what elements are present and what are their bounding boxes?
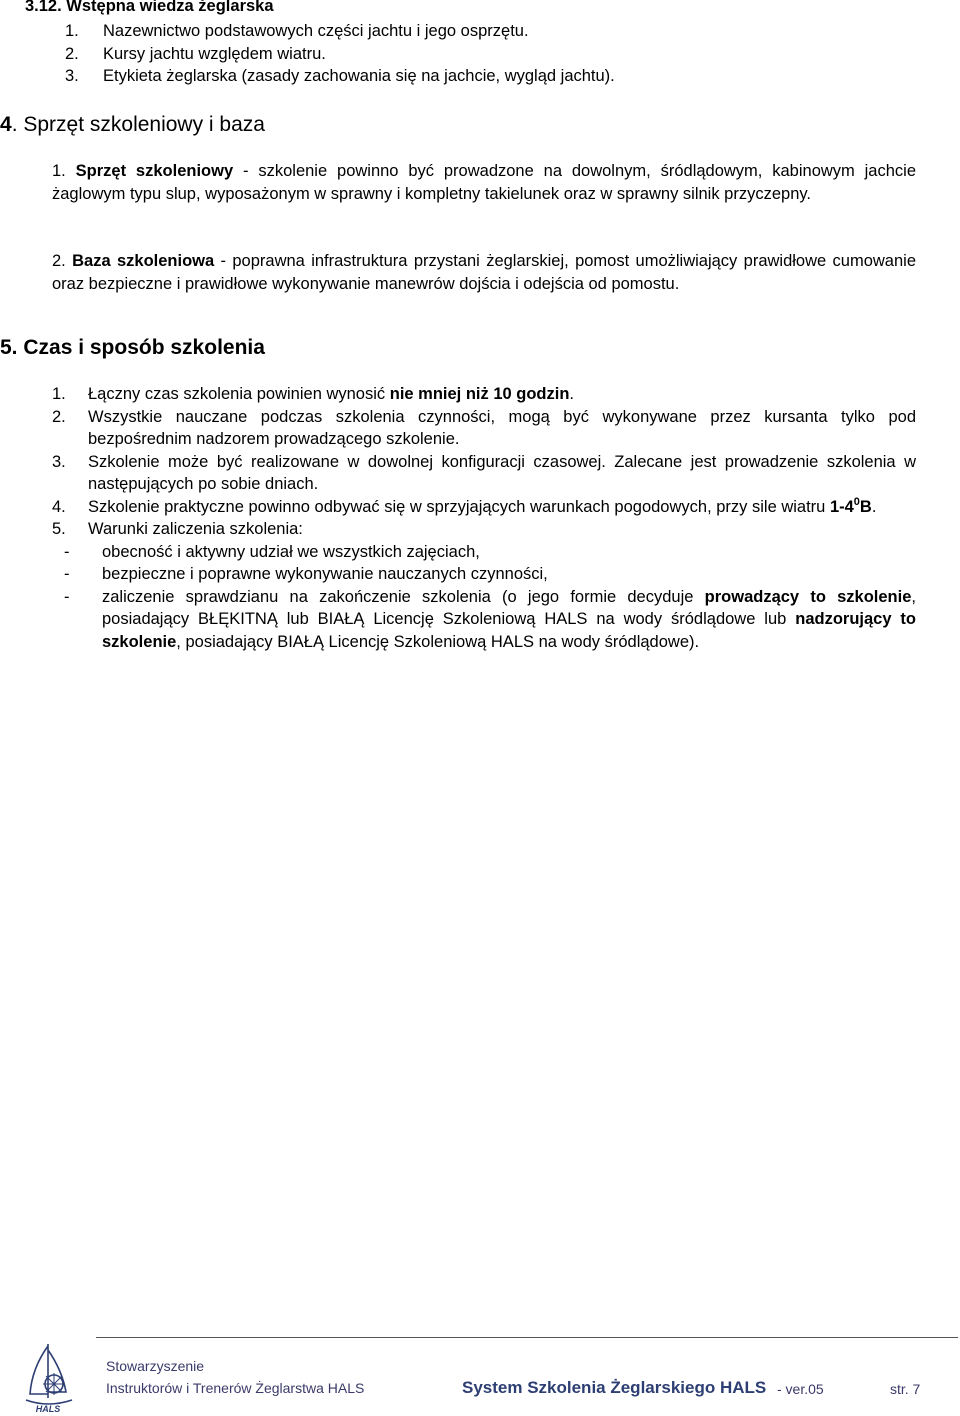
dash-marker: -	[64, 565, 70, 583]
list-item-number: 3.	[65, 67, 79, 85]
section-3-12-title: 3.12. Wstępna wiedza żeglarska	[25, 0, 274, 15]
dash-item	[64, 541, 916, 564]
text-run: Łączny czas szkolenia powinien wynosić	[88, 385, 390, 403]
section-4-paragraph-2	[52, 250, 916, 295]
paragraph-number: 2.	[52, 252, 66, 270]
dash-item-text	[102, 586, 916, 654]
paragraph-bold-term: Sprzęt szkoleniowy	[75, 162, 234, 180]
footer-organization-line-2: Instruktorów i Trenerów Żeglarstwa HALS	[106, 1380, 365, 1396]
dash-marker: -	[64, 542, 70, 561]
section-4-number: 4	[0, 113, 12, 136]
paragraph-text: - szkolenie powinno być prowadzone na dowolnym, śródlądowym, kabinowym jachcie żaglowym typu slup, wyposażonym w sprawny i kompletny takielunek oraz w sprawny silnik przyczepny.	[52, 162, 917, 203]
paragraph-text: - poprawna infrastruktura przystani żeglarskiej, pomost umożliwiający prawidłowe cumowanie oraz bezpieczne i prawidłowe wykonywanie manewrów dojścia i odejścia od pomostu.	[52, 252, 916, 293]
list-item	[65, 65, 615, 88]
superscript: 0	[853, 495, 860, 508]
text-run: .	[569, 385, 575, 403]
list-item-text: Warunki zaliczenia szkolenia:	[88, 520, 303, 538]
list-item	[52, 451, 916, 496]
bold-run: nadzorujący to szkolenie	[102, 610, 916, 651]
bold-run: nie mniej niż 10 godzin	[389, 385, 570, 403]
dash-item	[64, 563, 916, 586]
section-4-paragraph-1	[52, 160, 916, 205]
list-item-number: 2.	[65, 44, 79, 63]
hals-logo-icon	[20, 1340, 76, 1416]
list-item-number: 3.	[52, 452, 66, 471]
paragraph-bold-term: Baza szkoleniowa	[72, 252, 215, 270]
list-item-text: Kursy jachtu względem wiatru.	[103, 44, 326, 63]
paragraph-number: 1.	[52, 162, 66, 180]
list-item-text	[88, 496, 916, 519]
list-item-number: 1.	[65, 22, 79, 40]
list-item-number: 5.	[52, 520, 66, 538]
text-run: Szkolenie praktyczne powinno odbywać się w sprzyjających warunkach pogodowych, przy sile wiatru	[88, 497, 830, 516]
list-item	[65, 43, 615, 66]
list-item-number: 4.	[52, 497, 66, 516]
list-item	[52, 406, 916, 451]
list-item-text: Etykieta żeglarska (zasady zachowania się na jachcie, wygląd jachtu).	[103, 67, 615, 85]
list-item-number: 2.	[52, 407, 66, 426]
footer-organization-line-1: Stowarzyszenie	[106, 1358, 205, 1374]
list-item-text	[88, 383, 916, 406]
dash-item-text: bezpieczne i poprawne wykonywanie nauczanych czynności,	[102, 565, 548, 583]
section-3-12-list	[65, 20, 615, 88]
text-run: , posiadający BŁĘKITNĄ lub BIAŁĄ Licencję Szkoleniową HALS na wody śródlądowe lub	[102, 587, 916, 628]
section-4-title: . Sprzęt szkoleniowy i baza	[11, 113, 265, 136]
text-run: .	[871, 497, 877, 516]
text-run: zaliczenie sprawdzianu na zakończenie szkolenia (o jego formie decyduje	[102, 587, 705, 606]
footer-page-number: str. 7	[890, 1381, 921, 1397]
footer-system-name: System Szkolenia Żeglarskiego HALS	[462, 1378, 767, 1397]
list-item	[52, 496, 916, 519]
bold-run: B	[859, 497, 872, 516]
list-item	[52, 383, 916, 406]
dash-marker: -	[64, 587, 70, 606]
section-5-list	[52, 383, 916, 653]
dash-item	[64, 586, 916, 654]
list-item	[65, 20, 615, 43]
section-5-heading: 5. Czas i sposób szkolenia	[0, 336, 265, 359]
list-item	[52, 518, 916, 541]
footer-version: - ver.05	[777, 1381, 824, 1397]
footer-divider	[96, 1337, 958, 1338]
text-run: , posiadający BIAŁĄ Licencję Szkoleniową HALS na wody śródlądowe).	[176, 632, 700, 651]
svg-text:HALS: HALS	[35, 1404, 61, 1414]
conditions-list	[64, 541, 916, 654]
bold-run: prowadzący to szkolenie	[704, 587, 912, 606]
list-item-number: 1.	[52, 385, 66, 403]
list-item-text: Nazewnictwo podstawowych części jachtu i jego osprzętu.	[103, 22, 529, 40]
list-item-text: Wszystkie nauczane podczas szkolenia czynności, mogą być wykonywane przez kursanta tylko pod bezpośrednim nadzorem prowadzącego szkolenie.	[88, 407, 916, 448]
dash-item-text: obecność i aktywny udział we wszystkich zajęciach,	[102, 542, 480, 561]
bold-run: 1-4	[829, 497, 854, 516]
list-item-text: Szkolenie może być realizowane w dowolnej konfiguracji czasowej. Zalecane jest prowadzenie szkolenia w następujących po sobie dniach.	[88, 452, 916, 493]
section-4-heading	[0, 113, 265, 137]
